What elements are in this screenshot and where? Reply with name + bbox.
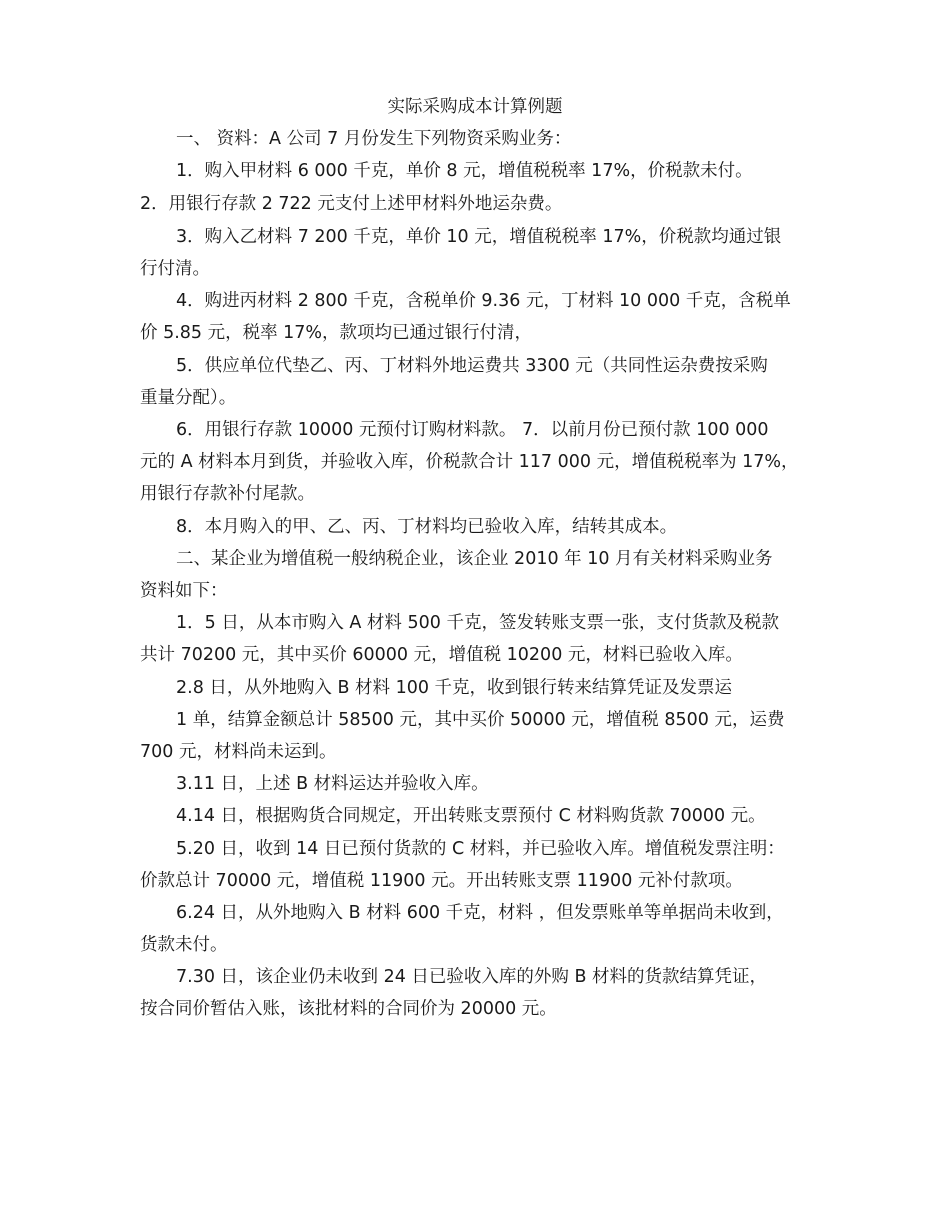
paragraph-line: 用银行存款补付尾款。 bbox=[140, 484, 315, 504]
paragraph-line: 2.8 日，从外地购入 B 材料 100 千克，收到银行转来结算凭证及发票运 bbox=[176, 678, 733, 698]
paragraph-line: 价款总计 70000 元，增值税 11900 元。开出转账支票 11900 元补付款项。 bbox=[140, 871, 743, 891]
paragraph-line: 元的 A 材料本月到货，并验收入库，价税款合计 117 000 元，增值税税率为 17%， bbox=[140, 452, 799, 472]
paragraph-line: 5．供应单位代垫乙、丙、丁材料外地运费共 3300 元（共同性运杂费按采购 bbox=[176, 356, 768, 376]
paragraph-line: 700 元，材料尚未运到。 bbox=[140, 742, 337, 762]
paragraph-line: 6．用银行存款 10000 元预付订购材料款。 7．以前月份已预付款 100 000 bbox=[176, 420, 769, 440]
paragraph-line: 1 单，结算金额总计 58500 元，其中买价 50000 元，增值税 8500 元，运费 bbox=[176, 710, 785, 730]
paragraph-line: 行付清。 bbox=[140, 259, 210, 279]
paragraph-line: 按合同价暂估入账，该批材料的合同价为 20000 元。 bbox=[140, 999, 557, 1019]
paragraph-line: 5.20 日，收到 14 日已预付货款的 C 材料，并已验收入库。增值税发票注明： bbox=[176, 839, 785, 859]
paragraph-line: 3．购入乙材料 7 200 千克，单价 10 元，增值税税率 17%，价税款均通过银 bbox=[176, 227, 782, 247]
paragraph-line: 1．购入甲材料 6 000 千克，单价 8 元，增值税税率 17%，价税款未付。 bbox=[176, 161, 753, 181]
section-1-heading: 一、 资料：A 公司 7 月份发生下列物资采购业务： bbox=[176, 129, 572, 149]
paragraph-line: 货款未付。 bbox=[140, 935, 228, 955]
paragraph-line: 7.30 日，该企业仍未收到 24 日已验收入库的外购 B 材料的货款结算凭证， bbox=[176, 967, 768, 987]
document-title: 实际采购成本计算例题 bbox=[387, 97, 563, 117]
section-2-heading: 二、某企业为增值税一般纳税企业，该企业 2010 年 10 月有关材料采购业务 bbox=[176, 549, 773, 569]
paragraph-line: 重量分配）。 bbox=[140, 388, 237, 408]
paragraph-line: 1．5 日，从本市购入 A 材料 500 千克，签发转账支票一张，支付货款及税款 bbox=[176, 613, 779, 633]
paragraph-line: 4．购进丙材料 2 800 千克，含税单价 9.36 元，丁材料 10 000 千克，含税单 bbox=[176, 291, 791, 311]
paragraph-line: 2．用银行存款 2 722 元支付上述甲材料外地运杂费。 bbox=[140, 194, 563, 214]
paragraph-line: 6.24 日，从外地购入 B 材料 600 千克，材料 ，但发票账单等单据尚未收到， bbox=[176, 903, 784, 923]
paragraph-line: 4.14 日，根据购货合同规定，开出转账支票预付 C 材料购货款 70000 元。 bbox=[176, 806, 766, 826]
paragraph-line: 资料如下： bbox=[140, 581, 228, 601]
paragraph-line: 8．本月购入的甲、乙、丙、丁材料均已验收入库，结转其成本。 bbox=[176, 517, 678, 537]
paragraph-line: 价 5.85 元，税率 17%，款项均已通过银行付清， bbox=[140, 323, 533, 343]
paragraph-line: 3.11 日，上述 B 材料运达并验收入库。 bbox=[176, 774, 489, 794]
paragraph-line: 共计 70200 元，其中买价 60000 元，增值税 10200 元，材料已验收入库。 bbox=[140, 645, 743, 665]
